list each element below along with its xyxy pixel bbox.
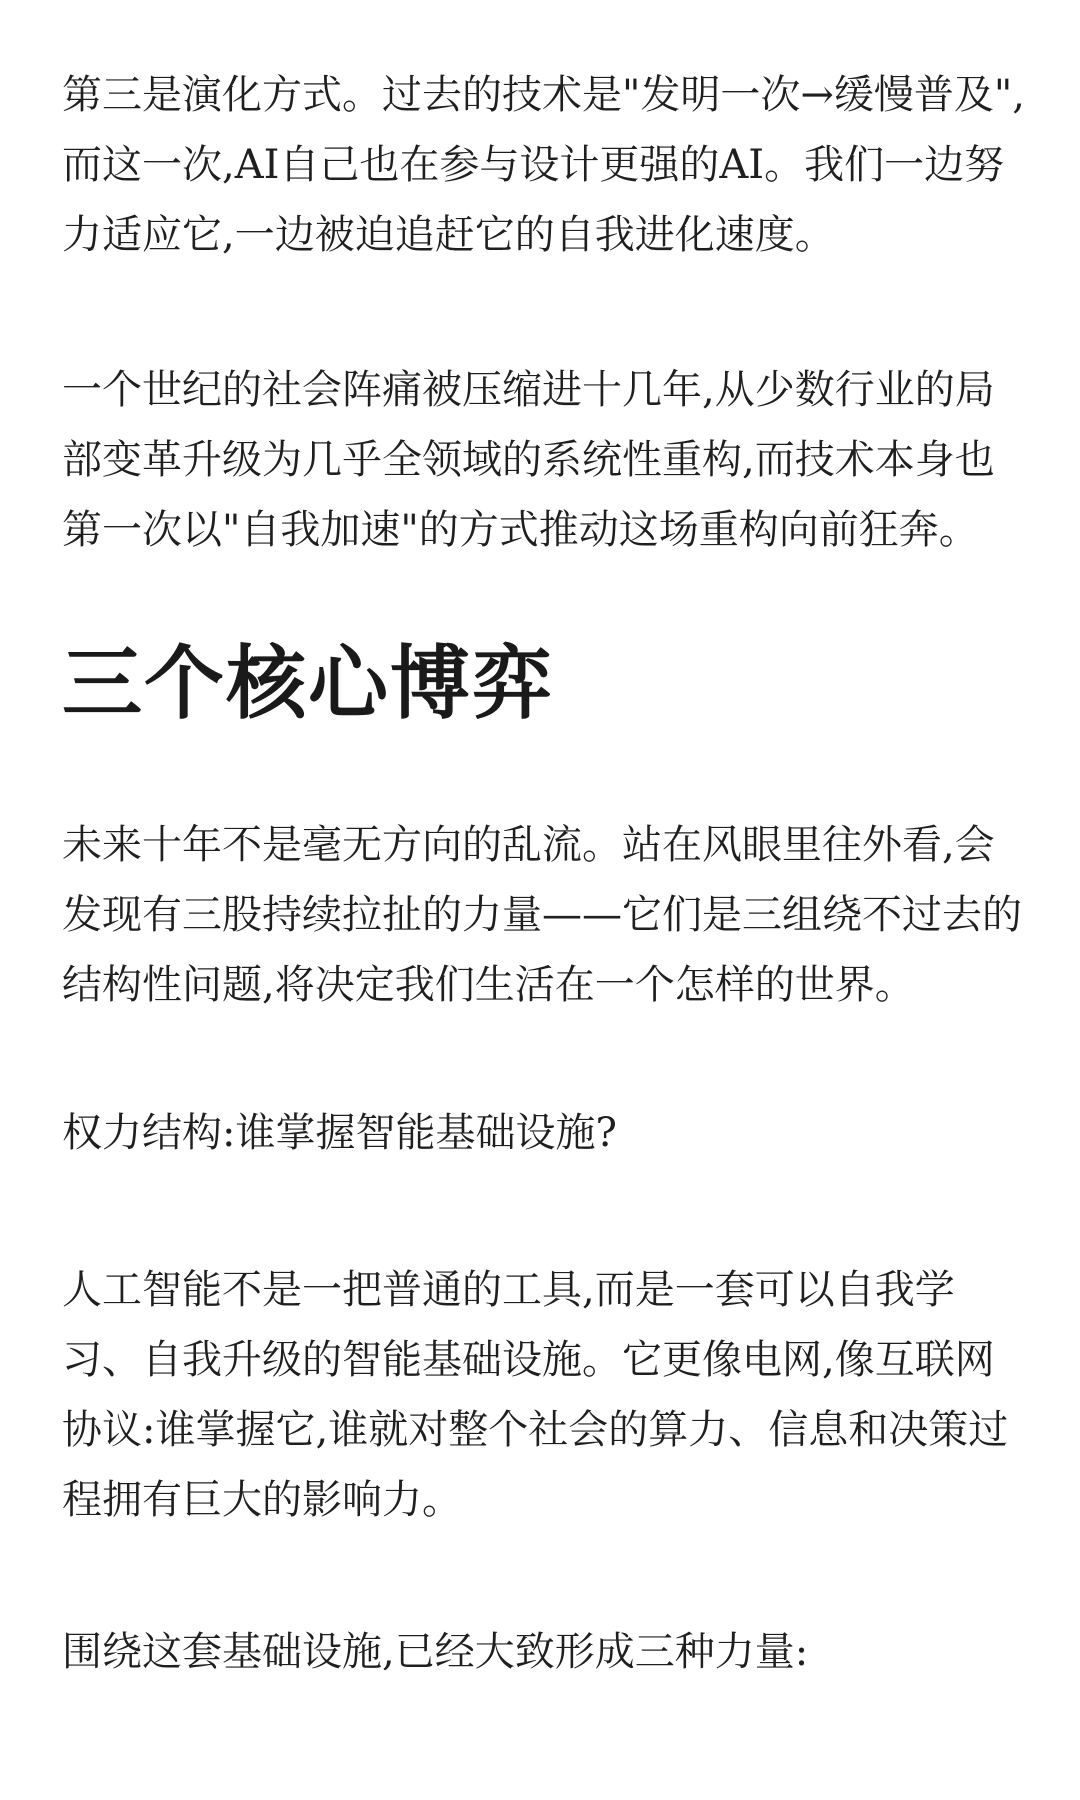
section-heading: 三个核心博弈 <box>62 636 554 730</box>
paragraph-evolution-mode: 第三是演化方式。过去的技术是"发明一次→缓慢普及",而这一次,AI自己也在参与设计更强的AI。我们一边努力适应它,一边被迫追赶它的自我进化速度。 <box>62 72 1026 258</box>
paragraph-power-structure-subheading: 权力结构:谁掌握智能基础设施? <box>62 1110 617 1156</box>
paragraph-social-restructuring: 一个世纪的社会阵痛被压缩进十几年,从少数行业的局部变革升级为几乎全领域的系统性重构,而技术本身也第一次以"自我加速"的方式推动这场重构向前狂奔。 <box>62 367 995 553</box>
paragraph-infrastructure: 人工智能不是一把普通的工具,而是一套可以自我学习、自我升级的智能基础设施。它更像电网,像互联网协议:谁掌握它,谁就对整个社会的算力、信息和决策过程拥有巨大的影响力。 <box>62 1267 1009 1523</box>
paragraph-three-powers: 围绕这套基础设施,已经大致形成三种力量: <box>62 1629 809 1675</box>
paragraph-three-forces-intro: 未来十年不是毫无方向的乱流。站在风眼里往外看,会发现有三股持续拉扯的力量——它们是三组绕不过去的结构性问题,将决定我们生活在一个怎样的世界。 <box>62 822 1022 1008</box>
